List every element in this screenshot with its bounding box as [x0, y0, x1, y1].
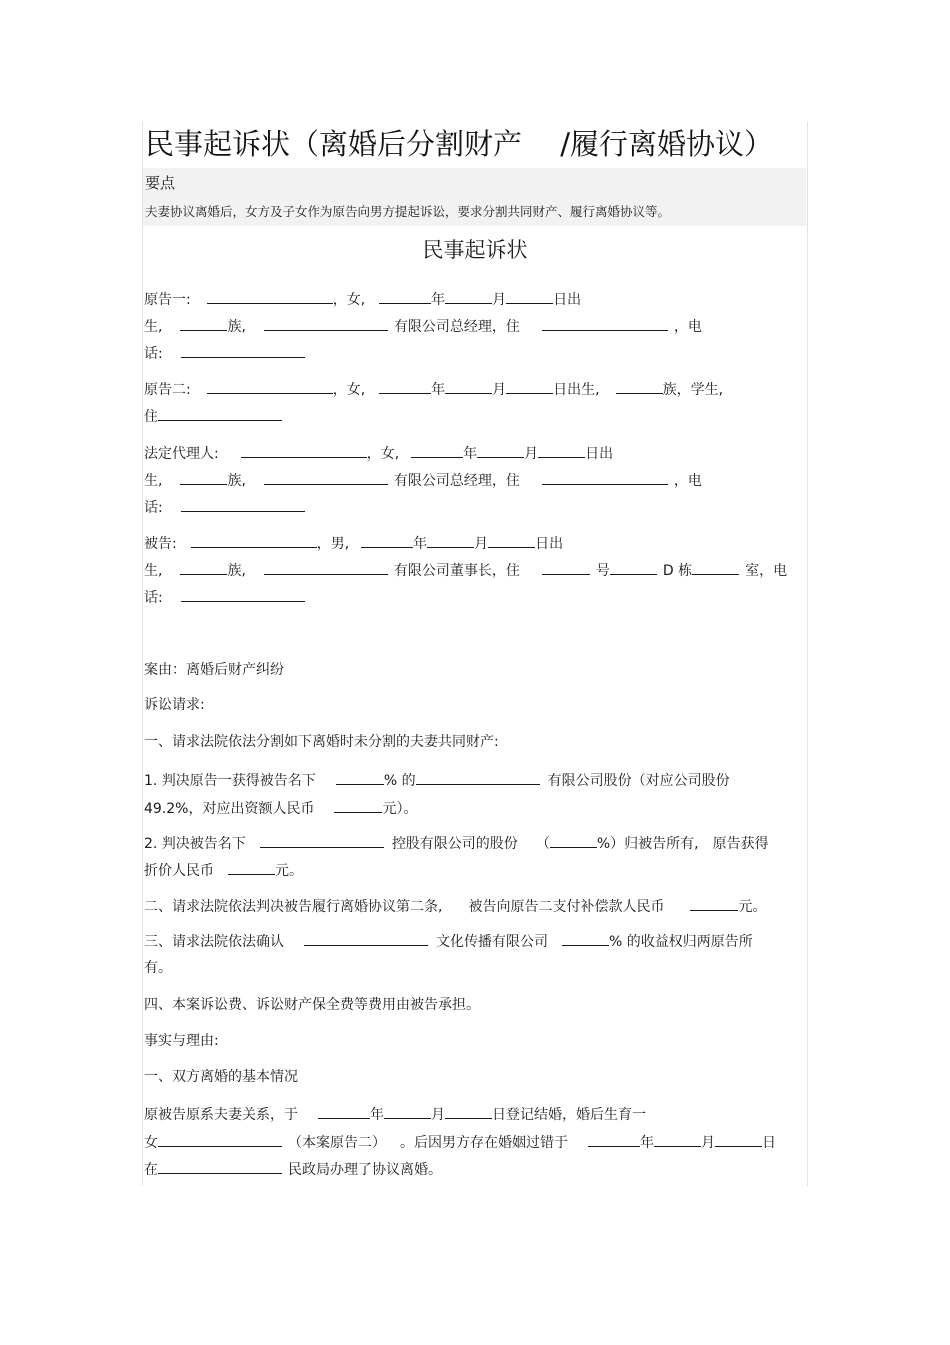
key-points-text: 夫妻协议离婚后，女方及子女作为原告向男方提起诉讼，要求分割共同财产、履行离婚协议等。	[145, 204, 671, 219]
facts-text: 在	[144, 1162, 158, 1178]
defendant-label: 被告:	[144, 536, 177, 552]
company-blank[interactable]	[416, 769, 540, 785]
facts-text: 女	[144, 1135, 158, 1151]
day-text: 日	[762, 1135, 776, 1151]
plaintiff1-line3	[144, 342, 305, 365]
claim-text: 元。	[738, 899, 767, 915]
year-text: 年	[431, 292, 446, 308]
facts-text: （本案原告二）	[288, 1135, 386, 1151]
claim-text: 折价人民币	[144, 863, 214, 879]
facts-text: 原被告原系夫妻关系，于	[144, 1107, 298, 1123]
percent-blank[interactable]	[550, 832, 597, 848]
month-text: 月	[431, 1107, 445, 1123]
year-text: 年	[463, 446, 478, 462]
claim-text: 原告获得	[712, 836, 769, 852]
divorce-day-blank[interactable]	[715, 1131, 762, 1147]
gender-text: ，女,	[332, 292, 366, 308]
born-text: 生,	[144, 563, 163, 579]
claim-text: 被告向原告二支付补偿款人民币	[468, 899, 665, 915]
company-text: 有限公司总经理，住	[393, 473, 520, 489]
claim-1-2-line2	[144, 859, 303, 882]
company-blank[interactable]	[264, 469, 388, 485]
day-text: 日出	[553, 292, 582, 308]
phone-text: ，电	[673, 319, 702, 335]
ethnic-text: 族,	[227, 563, 246, 579]
company-blank[interactable]	[304, 930, 428, 946]
facts-text: 民政局办理了协议离婚。	[288, 1162, 442, 1178]
claim-text: 1. 判决原告一获得被告名下	[144, 773, 316, 789]
phone-label: 话:	[144, 346, 163, 362]
amount-blank[interactable]	[228, 859, 275, 875]
birth-day-blank[interactable]	[488, 532, 535, 548]
phone-blank[interactable]	[181, 586, 305, 602]
address-blank[interactable]	[542, 315, 668, 331]
defendant-line3	[144, 586, 305, 609]
marriage-month-blank[interactable]	[384, 1103, 431, 1119]
amount-blank[interactable]	[334, 797, 382, 813]
facts-1-line3	[144, 1158, 442, 1181]
hao-text: 号	[595, 563, 610, 579]
birth-day-blank[interactable]	[506, 288, 553, 304]
claim-text: 二、请求法院依法判决被告履行离婚协议第二条,	[144, 899, 443, 915]
marriage-day-blank[interactable]	[445, 1103, 492, 1119]
birth-year-blank[interactable]	[379, 378, 431, 394]
claim-text: 元）。	[382, 801, 418, 817]
building-blank[interactable]	[610, 559, 657, 575]
day-born-text: 日出生,	[553, 382, 600, 398]
company-blank[interactable]	[264, 559, 388, 575]
claim-text: % 的收益权归两原告所	[609, 934, 753, 950]
claim-3-line1	[144, 930, 753, 953]
facts-text: 日登记结婚，婚后生育一	[492, 1107, 646, 1123]
month-text: 月	[524, 446, 539, 462]
claim-text: 2. 判决被告名下	[144, 836, 246, 852]
civil-affairs-bureau-blank[interactable]	[158, 1158, 282, 1174]
ethnic-blank[interactable]	[180, 559, 227, 575]
year-text: 年	[370, 1107, 384, 1123]
facts-heading: 事实与理由:	[144, 1033, 219, 1049]
marriage-year-blank[interactable]	[318, 1103, 370, 1119]
claim-text: 49.2%，对应出资额人民币	[144, 801, 315, 817]
divorce-year-blank[interactable]	[588, 1131, 640, 1147]
month-text: 月	[492, 382, 507, 398]
birth-year-blank[interactable]	[411, 442, 463, 458]
phone-text: ，电	[673, 473, 702, 489]
residence-blank[interactable]	[158, 405, 282, 421]
birth-month-blank[interactable]	[477, 442, 524, 458]
claim-text: 元。	[275, 863, 303, 879]
facts-1-line1	[144, 1103, 646, 1126]
key-points-heading: 要点	[145, 174, 176, 192]
claim-text: 三、请求法院依法确认	[144, 934, 284, 950]
phone-blank[interactable]	[181, 342, 305, 358]
month-text: 月	[492, 292, 507, 308]
claim-text: 有限公司股份（对应公司股份	[547, 773, 730, 789]
percent-text: % 的	[383, 773, 416, 789]
claim-1: 一、请求法院依法分割如下离婚时未分割的夫妻共同财产:	[144, 734, 499, 750]
ethnic-blank[interactable]	[180, 469, 227, 485]
building-text: D 栋	[662, 563, 693, 579]
plaintiff2-name-blank[interactable]	[207, 378, 333, 394]
divorce-month-blank[interactable]	[654, 1131, 701, 1147]
plaintiff1-name-blank[interactable]	[207, 288, 333, 304]
company-text: 有限公司总经理，住	[393, 319, 520, 335]
ethnic-blank[interactable]	[616, 378, 663, 394]
day-text: 日出	[535, 536, 564, 552]
legal-rep-line3	[144, 496, 305, 519]
defendant-line1	[144, 532, 563, 555]
born-text: 生,	[144, 473, 163, 489]
plaintiff2-line1	[144, 378, 723, 401]
house-number-blank[interactable]	[542, 559, 590, 575]
claim-1-2-line1	[144, 832, 769, 855]
phone-label: 话:	[144, 500, 163, 516]
birth-month-blank[interactable]	[445, 378, 492, 394]
ethnic-student-text: 族，学生,	[662, 382, 724, 398]
form-title: 民事起诉状	[422, 238, 528, 262]
year-text: 年	[640, 1135, 654, 1151]
page-frame	[142, 122, 808, 1186]
phone-label: 话:	[144, 590, 163, 606]
defendant-line2	[144, 559, 787, 582]
birth-year-blank[interactable]	[379, 288, 431, 304]
phone-blank[interactable]	[181, 496, 305, 512]
claim-1-1-line2	[144, 797, 417, 820]
paren-text: （	[535, 836, 550, 852]
room-phone-text: 室，电	[745, 563, 788, 579]
plaintiff1-label: 原告一:	[144, 292, 191, 308]
legal-rep-label: 法定代理人:	[144, 446, 219, 462]
company-blank[interactable]	[264, 315, 388, 331]
room-blank[interactable]	[692, 559, 739, 575]
legal-rep-name-blank[interactable]	[241, 442, 367, 458]
claims-heading: 诉讼请求:	[144, 697, 205, 713]
legal-rep-line2	[144, 469, 702, 492]
claim-4: 四、本案诉讼费、诉讼财产保全费等费用由被告承担。	[144, 997, 480, 1013]
claim-text: 控股有限公司的股份	[391, 836, 518, 852]
plaintiff1-line1	[144, 288, 581, 311]
facts-1-heading: 一、双方离婚的基本情况	[144, 1069, 298, 1085]
ethnic-text: 族,	[227, 319, 246, 335]
gender-text: ，女,	[366, 446, 400, 462]
month-text: 月	[701, 1135, 715, 1151]
facts-text: 。后因男方存在婚姻过错于	[400, 1135, 568, 1151]
birth-day-blank[interactable]	[506, 378, 553, 394]
residence-label: 住	[144, 409, 158, 425]
claim-1-1-line1	[144, 769, 730, 792]
gender-text: ，男,	[316, 536, 350, 552]
birth-year-blank[interactable]	[361, 532, 413, 548]
claim-text: %）归被告所有,	[596, 836, 699, 852]
birth-month-blank[interactable]	[445, 288, 492, 304]
ethnic-text: 族,	[227, 473, 246, 489]
gender-text: ，女,	[332, 382, 366, 398]
claim-3-line2: 有。	[144, 960, 172, 976]
plaintiff1-line2	[144, 315, 702, 338]
year-text: 年	[413, 536, 428, 552]
plaintiff2-line2	[144, 405, 282, 428]
birth-day-blank[interactable]	[538, 442, 585, 458]
percent-blank[interactable]	[336, 769, 384, 785]
facts-1-line2	[144, 1131, 776, 1154]
month-text: 月	[474, 536, 489, 552]
address-blank[interactable]	[542, 469, 668, 485]
born-text: 生,	[144, 319, 163, 335]
ethnic-blank[interactable]	[180, 315, 227, 331]
day-text: 日出	[585, 446, 614, 462]
amount-blank[interactable]	[690, 895, 738, 911]
company-text: 有限公司董事长，住	[393, 563, 520, 579]
claim-text: 文化传播有限公司	[436, 934, 548, 950]
document-title: 民事起诉状（离婚后分割财产 /履行离婚协议）	[145, 127, 773, 161]
claim-2	[144, 895, 766, 918]
birth-month-blank[interactable]	[427, 532, 474, 548]
defendant-name-blank[interactable]	[191, 532, 317, 548]
plaintiff2-label: 原告二:	[144, 382, 191, 398]
daughter-name-blank[interactable]	[158, 1131, 282, 1147]
percent-blank[interactable]	[562, 930, 609, 946]
company-blank[interactable]	[260, 832, 384, 848]
case-cause: 案由：离婚后财产纠纷	[144, 662, 284, 678]
year-text: 年	[431, 382, 446, 398]
legal-rep-line1	[144, 442, 613, 465]
